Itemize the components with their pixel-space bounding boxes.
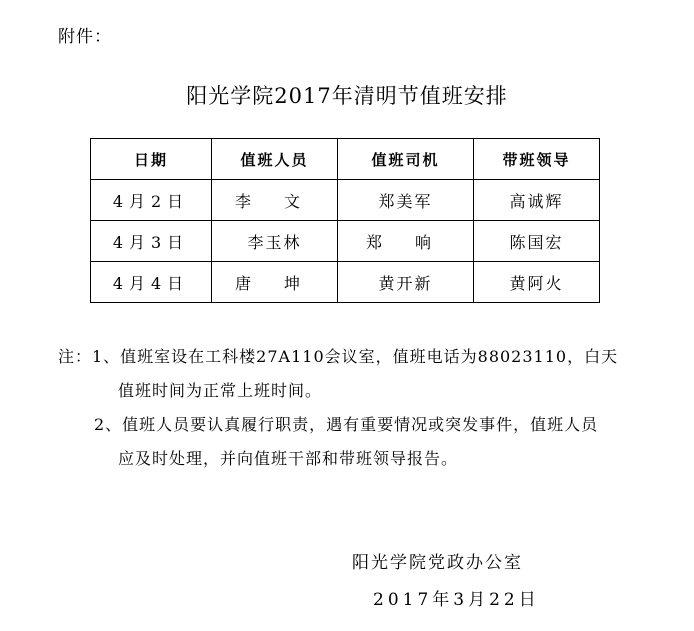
- driver-cell: 郑美军: [338, 180, 474, 221]
- leader-cell: 高诚辉: [474, 180, 600, 221]
- column-header-staff: 值班人员: [212, 139, 338, 180]
- issuing-office: 阳光学院党政办公室: [352, 553, 523, 573]
- notes-section: [58, 340, 648, 476]
- column-header-leader: 带班领导: [474, 139, 600, 180]
- staff-cell: 唐 坤: [212, 262, 338, 303]
- table-row: [91, 262, 600, 303]
- document-title: 阳光学院2017年清明节值班安排: [186, 84, 508, 108]
- staff-cell: 李玉林: [212, 221, 338, 262]
- issue-date: 2017年3月22日: [373, 590, 540, 610]
- driver-cell: 黄开新: [338, 262, 474, 303]
- date-cell: 4月3日: [91, 221, 212, 262]
- date-cell: 4月4日: [91, 262, 212, 303]
- driver-cell: 郑 响: [338, 221, 474, 262]
- column-header-driver: 值班司机: [338, 139, 474, 180]
- note-line: 值班时间为正常上班时间。: [118, 381, 323, 400]
- note-line: 注：1、值班室设在工科楼27A110会议室，值班电话为88023110，白天: [58, 347, 619, 366]
- note-line: 应及时处理，并向值班干部和带班领导报告。: [118, 449, 459, 468]
- table-row: [91, 180, 600, 221]
- note-line: 2、值班人员要认真履行职责，遇有重要情况或突发事件，值班人员: [94, 415, 599, 434]
- table-row: [91, 221, 600, 262]
- staff-cell: 李 文: [212, 180, 338, 221]
- table-header-row: [91, 139, 600, 180]
- leader-cell: 黄阿火: [474, 262, 600, 303]
- attachment-label: 附件：: [58, 27, 112, 47]
- column-header-date: 日期: [91, 139, 212, 180]
- date-cell: 4月2日: [91, 180, 212, 221]
- leader-cell: 陈国宏: [474, 221, 600, 262]
- duty-schedule-table: [90, 138, 600, 303]
